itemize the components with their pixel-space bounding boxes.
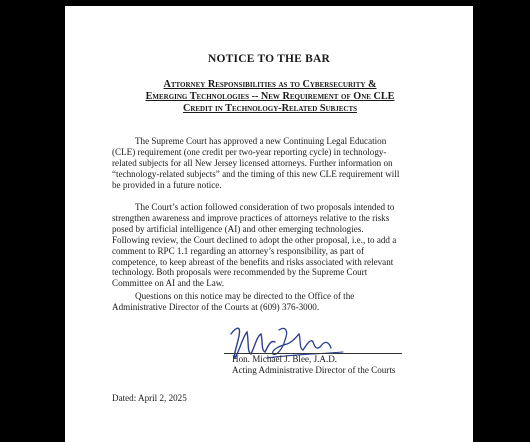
paragraph-line: comment to RPC 1.1 regarding an attorney’s responsibility, as part of xyxy=(112,245,364,256)
subheading-line-1: Attorney Responsibilities as to Cybersecurity & xyxy=(163,79,377,90)
paragraph-cle-requirement xyxy=(112,136,430,191)
paragraph-line: The Supreme Court has approved a new Continuing Legal Education xyxy=(135,136,387,146)
paragraph-line: (CLE) requirement (one credit per two-year reporting cycle) in technology- xyxy=(112,146,387,157)
notice-subheading xyxy=(105,79,435,115)
signature-block xyxy=(232,354,395,376)
subheading-line-3: Credit in Technology-Related Subjects xyxy=(182,103,358,114)
signatory-name: Hon. Michael J. Blee, J.A.D. xyxy=(232,354,338,364)
notice-title: NOTICE TO THE BAR xyxy=(208,53,330,65)
paragraph-line: be provided in a future notice. xyxy=(112,179,222,190)
paragraph-line: Administrative Director of the Courts at (609) 376-3000. xyxy=(112,301,320,312)
paragraph-line: technology. Both proposals were recommended by the Supreme Court xyxy=(112,267,368,278)
signature-stroke xyxy=(273,328,331,354)
paragraph-line: related subjects for all New Jersey licensed attorneys. Further information on xyxy=(112,157,393,168)
paragraph-line: Questions on this notice may be directed to the Office of the xyxy=(135,291,355,301)
paragraph-line: Committee on AI and the Law. xyxy=(112,278,225,289)
paragraph-questions xyxy=(112,291,430,313)
paragraph-line: competence, to keep abreast of the benefits and risks associated with relevant xyxy=(112,256,394,267)
date-line: Dated: April 2, 2025 xyxy=(112,393,187,403)
signatory-title: Acting Administrative Director of the Courts xyxy=(232,365,396,375)
paragraph-line: “technology-related subjects” and the timing of this new CLE requirement will xyxy=(112,168,400,179)
paragraph-court-action xyxy=(112,202,430,289)
paragraph-line: The Court’s action followed consideration of two proposals intended to xyxy=(135,202,395,212)
paragraph-line: strengthen awareness and improve practices of attorneys relative to the risks xyxy=(112,212,390,223)
paragraph-line: posed by artificial intelligence (AI) and other emerging technologies. xyxy=(112,223,364,234)
subheading-line-2: Emerging Technologies -- New Requirement of One CLE xyxy=(145,91,395,102)
paragraph-line: Following review, the Court declined to adopt the other proposal, i.e., to add a xyxy=(112,234,397,245)
document-page xyxy=(65,6,473,442)
